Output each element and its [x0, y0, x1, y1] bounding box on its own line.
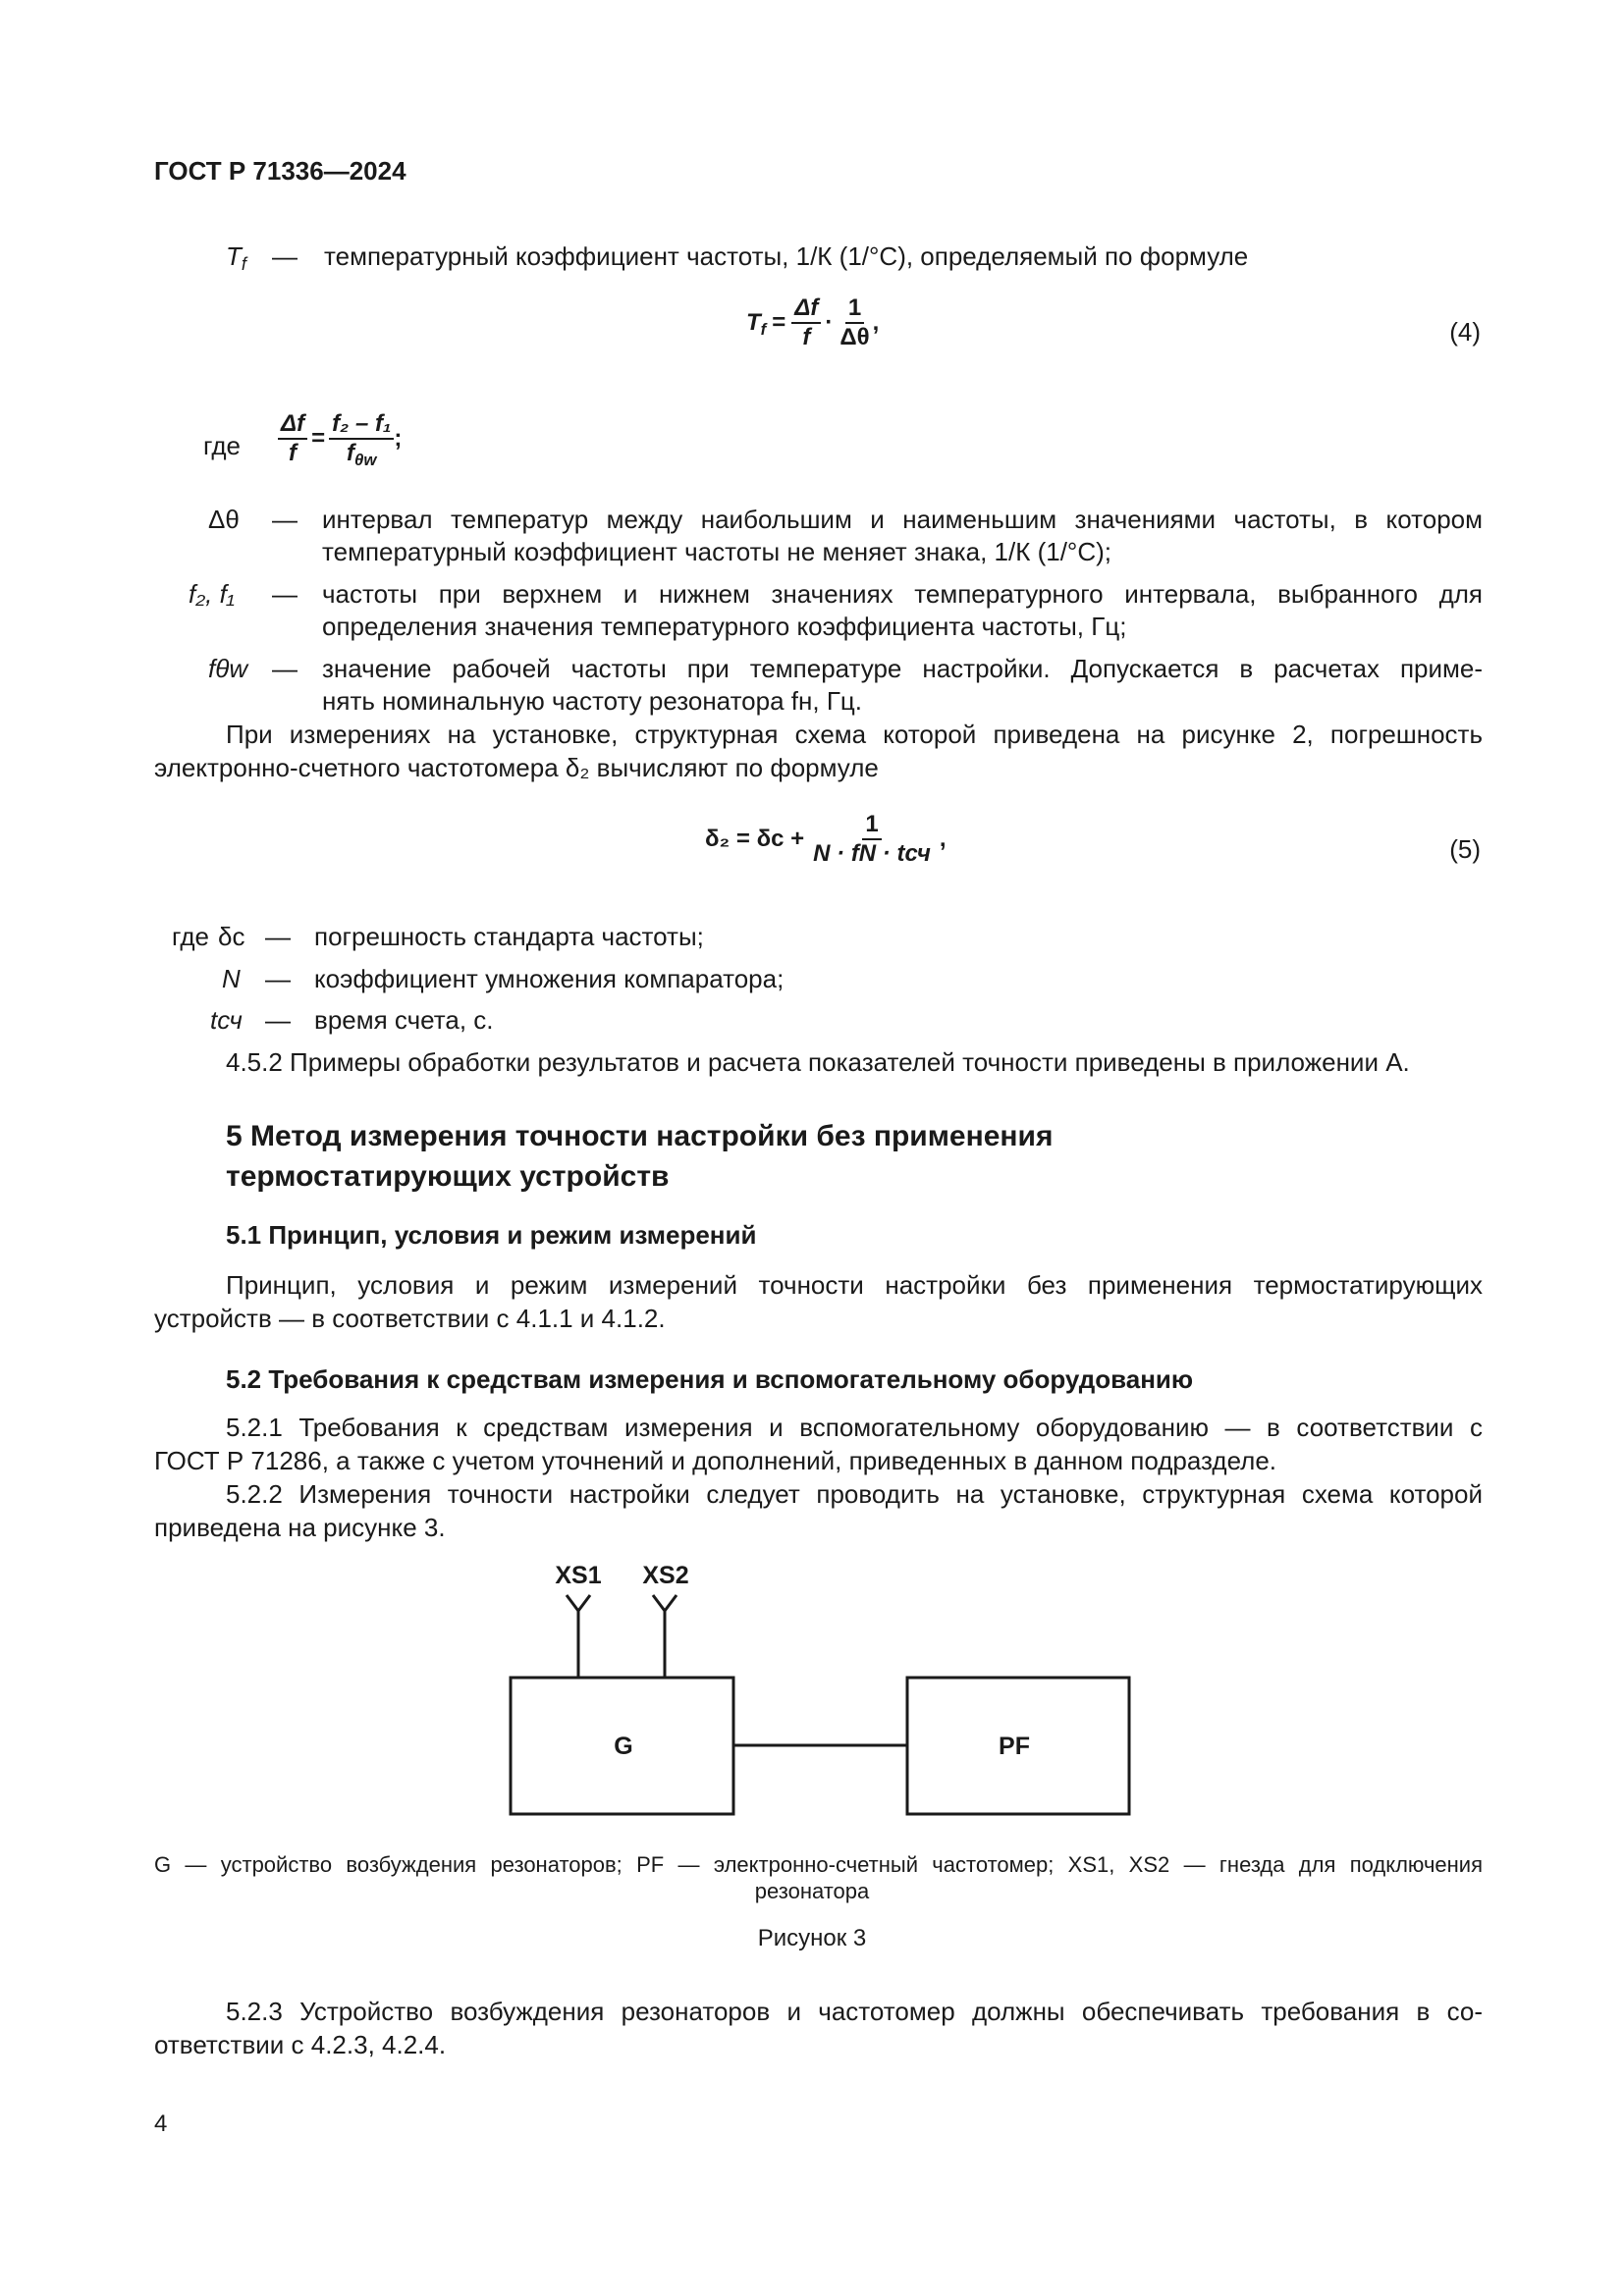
delta-c-definition: погрешность стандарта частоты;	[314, 922, 704, 951]
equation-4-number: (4)	[1449, 317, 1481, 347]
equation-5: δ₂ = δс + $\frac{1}{\text{N · fN · tсч}}$ ,	[705, 811, 947, 867]
xs1-label: XS1	[555, 1562, 602, 1589]
figure-3-legend-line2: резонатора	[754, 1879, 870, 1903]
delta-c-dash: —	[265, 922, 291, 951]
para-5-2-3-line2: ответствии с 4.2.3, 4.2.4.	[154, 2030, 447, 2059]
figure-3-legend-line1: G — устройство возбуждения резонаторов; PF — электронно-счетный частотомер; XS1, XS2 — гнезда для подключения	[154, 1852, 1483, 1877]
eq4-fraction-1: $\frac{\Delta f}{f}$	[791, 294, 821, 351]
t-count-symbol: tсч	[210, 1005, 243, 1035]
section-5-1-heading: 5.1 Принцип, условия и режим измерений	[226, 1220, 757, 1250]
para-4-5-2: 4.5.2 Примеры обработки результатов и расчета показателей точности приведены в приложении А.	[226, 1047, 1410, 1077]
xs1-connector-icon	[567, 1595, 590, 1611]
tf-definition: температурный коэффициент частоты, 1/К (1/°С), определяемый по формуле	[324, 241, 1249, 271]
para-5-2-3-line1: 5.2.3 Устройство возбуждения резонаторов и частотомер должны обеспечивать требования в со-	[226, 1997, 1483, 2026]
xs2-label: XS2	[642, 1562, 689, 1589]
eq5-fraction: $\frac{1}{\text{N · fN · tсч}}$	[813, 811, 931, 867]
pf-block-label: PF	[999, 1733, 1030, 1760]
section-5-heading-line2: термостатирующих устройств	[226, 1160, 670, 1193]
n-symbol: N	[222, 964, 241, 993]
g-block-label: G	[614, 1733, 633, 1760]
figure-3-title: Рисунок 3	[757, 1925, 867, 1951]
delta-c-symbol: δс	[218, 922, 245, 951]
section-5-1-line1: Принцип, условия и режим измерений точности настройки без применения термостатирующих	[226, 1270, 1483, 1300]
where-label: где	[203, 431, 241, 460]
xs2-connector-icon	[653, 1595, 677, 1611]
t-count-dash: —	[265, 1005, 291, 1035]
section-5-heading-line1: 5 Метод измерения точности настройки без применения	[226, 1120, 1054, 1152]
para-5-2-1-line2: ГОСТ Р 71286, а также с учетом уточнений и дополнений, приведенных в данном подразделе.	[154, 1446, 1277, 1475]
tf-dash: —	[272, 241, 298, 271]
eq4-fraction-2: $\frac{1}{\Delta\theta}$	[839, 294, 870, 350]
equation-4: $T_f$ = $\frac{\Delta f}{f}$ · $\frac{1}{\Delta\theta}$ ,	[746, 294, 880, 350]
para-delta2-line2: электронно-счетного частотомера δ₂ вычисляют по формуле	[154, 753, 879, 782]
eq4-lhs: $T_f$	[746, 309, 767, 339]
n-dash: —	[265, 964, 291, 993]
para-5-2-2-line2: приведена на рисунке 3.	[154, 1513, 446, 1542]
equation-5-number: (5)	[1449, 834, 1481, 864]
para-5-2-2-line1: 5.2.2 Измерения точности настройки следует проводить на установке, структурная схема которой	[226, 1479, 1483, 1509]
section-5-1-line2: устройств — в соответствии с 4.1.1 и 4.1.2.	[154, 1304, 666, 1333]
where-fraction-1: $\frac{\Delta f}{f}$	[278, 410, 307, 467]
para-5-2-1-line1: 5.2.1 Требования к средствам измерения и вспомогательному оборудованию — в соответствии с	[226, 1413, 1483, 1442]
page-number: 4	[154, 2110, 168, 2137]
tf-symbol: $T_f$	[226, 241, 246, 274]
section-5-2-heading: 5.2 Требования к средствам измерения и вспомогательному оборудованию	[226, 1364, 1194, 1394]
n-definition: коэффициент умножения компаратора;	[314, 964, 785, 993]
where-fraction-2: $\frac{\text{f₂ – f₁}}{f_{\theta w}}$	[329, 410, 394, 467]
where-delta-c-prefix: где	[172, 922, 209, 951]
para-delta2-line1: При измерениях на установке, структурная схема которой приведена на рисунке 2, погрешность	[226, 720, 1483, 749]
t-count-definition: время счета, с.	[314, 1005, 494, 1035]
delta-f-ratio-formula: $\frac{\Delta f}{f}$ = $\frac{\text{f₂ – f₁}}{f_{\theta w}}$ ;	[278, 410, 402, 467]
document-code-header: ГОСТ Р 71336—2024	[154, 156, 406, 186]
